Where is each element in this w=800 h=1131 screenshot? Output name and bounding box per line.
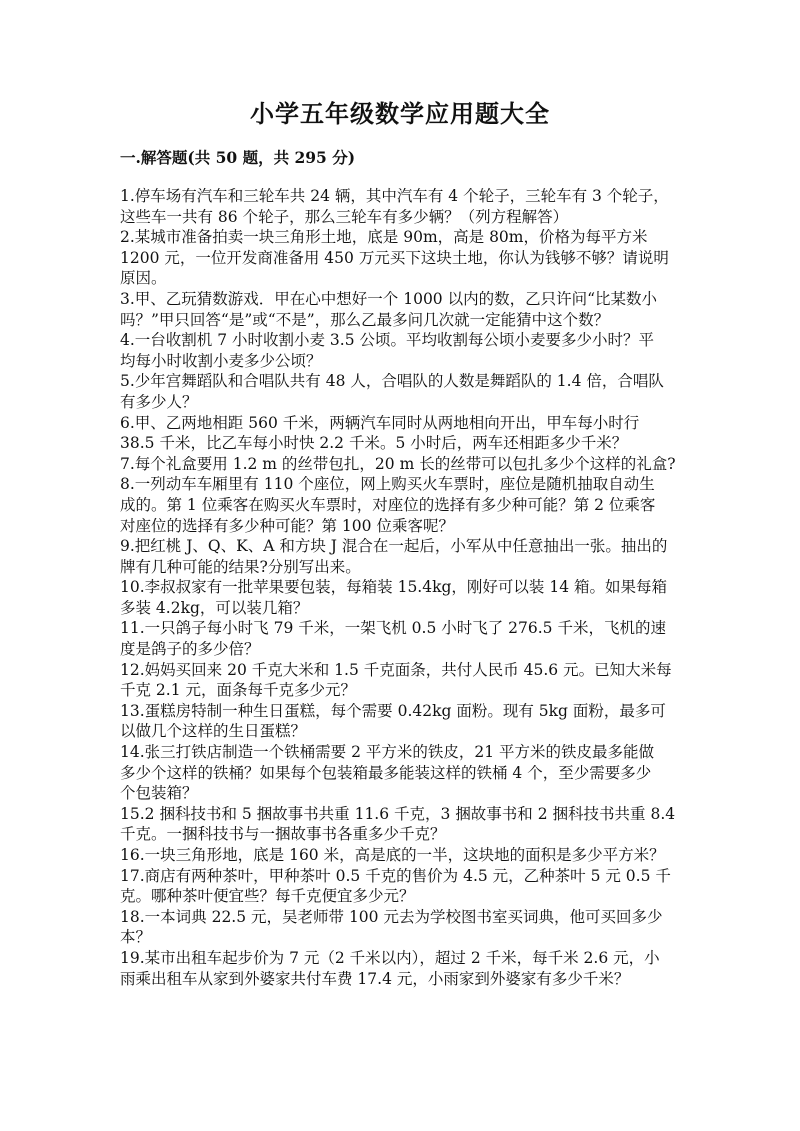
question-item (120, 413, 688, 454)
question-item (120, 701, 688, 742)
question-line: 6.甲、乙两地相距 560 千米，两辆汽车同时从两地相向开出，甲车每小时行 (120, 413, 640, 432)
question-line: 原因。 (120, 269, 167, 288)
question-line: 8.一列动车车厢里有 110 个座位，网上购买火车票时，座位是随机抽取自动生 (120, 475, 655, 494)
question-line: 2.某城市准备拍卖一块三角形土地，底是 90m，高是 80m，价格为每平方米 (120, 228, 648, 247)
question-item (120, 660, 688, 701)
question-line: 18.一本词典 22.5 元，吴老师带 100 元去为学校图书室买词典，他可买回多少 (120, 907, 663, 926)
page-title: 小学五年级数学应用题大全 (250, 99, 550, 128)
question-line: 克。哪种茶叶便宜些？每千克便宜多少元？ (120, 887, 415, 906)
question-line: 11.一只鸽子每小时飞 79 千米，一架飞机 0.5 小时飞了 276.5 千米，飞机的速 (120, 619, 666, 638)
question-line: 吗？”甲只回答“是”或“不是”，那么乙最多问几次就一定能猜中这个数？ (120, 310, 610, 329)
question-item (120, 845, 688, 866)
question-line: 14.张三打铁店制造一个铁桶需要 2 平方米的铁皮，21 平方米的铁皮最多能做 (120, 743, 655, 762)
question-line: 度是鸽子的多少倍？ (120, 640, 260, 659)
question-item (120, 536, 688, 577)
question-line: 对座位的选择有多少种可能？第 100 位乘客呢？ (120, 516, 454, 535)
question-item (120, 577, 688, 618)
section-heading: 一.解答题(共 50 题，共 295 分) (120, 148, 356, 167)
question-line: 16.一块三角形地，底是 160 米，高是底的一半，这块地的面积是多少平方米？ (120, 846, 665, 864)
question-line: 9.把红桃 J、Q、K、A 和方块 J 混合在一起后，小军从中任意抽出一张。抽出的 (120, 537, 668, 556)
question-list (120, 186, 688, 989)
question-line: 本？ (120, 928, 152, 947)
question-line: 4.一台收割机 7 小时收割小麦 3.5 公顷。平均收割每公顷小麦要多少小时？平 (120, 331, 655, 350)
question-item (120, 454, 688, 475)
question-item (120, 742, 688, 804)
question-line: 5.少年宫舞蹈队和合唱队共有 48 人，合唱队的人数是舞蹈队的 1.4 倍，合唱队 (120, 372, 664, 391)
question-line: 千克。一捆科技书与一捆故事书各重多少千克？ (120, 825, 446, 844)
question-line: 1200 元，一位开发商准备用 450 万元买下这块土地，你认为钱够不够？请说明 (120, 248, 669, 267)
question-line: 10.李叔叔家有一批苹果要包装，每箱装 15.4kg，刚好可以装 14 箱。如果每箱 (120, 578, 667, 597)
question-line: 多装 4.2kg，可以装几箱？ (120, 598, 309, 617)
question-item (120, 474, 688, 536)
question-item (120, 289, 688, 330)
question-line: 3.甲、乙玩猜数游戏．甲在心中想好一个 1000 以内的数，乙只许问“比某数小 (120, 289, 658, 308)
question-item (120, 330, 688, 371)
question-line: 雨乘出租车从家到外婆家共付车费 17.4 元，小雨家到外婆家有多少千米？ (120, 969, 630, 988)
question-item (120, 186, 688, 227)
question-line: 17.商店有两种茶叶，甲种茶叶 0.5 千克的售价为 4.5 元，乙种茶叶 5 元 0.5 千 (120, 866, 671, 885)
question-item (120, 371, 688, 412)
question-item (120, 227, 688, 289)
question-line: 19.某市出租车起步价为 7 元（2 千米以内），超过 2 千米，每千米 2.6 元，小 (120, 948, 660, 967)
question-item (120, 907, 688, 948)
question-line: 成的。第 1 位乘客在购买火车票时，对座位的选择有多少种可能？第 2 位乘客 (120, 495, 656, 514)
question-line: 1.停车场有汽车和三轮车共 24 辆，其中汽车有 4 个轮子，三轮车有 3 个轮子， (120, 187, 669, 205)
question-item (120, 866, 688, 907)
question-line: 38.5 千米，比乙车每小时快 2.2 千米。5 小时后，两车还相距多少千米？ (120, 434, 628, 453)
question-line: 多少个这样的铁桶？如果每个包装箱最多能装这样的铁桶 4 个，至少需要多少 (120, 763, 652, 782)
question-line: 12.妈妈买回来 20 千克大米和 1.5 千克面条，共付人民币 45.6 元。已知大米每 (120, 660, 672, 679)
question-line: 个包装箱？ (120, 784, 198, 803)
question-line: 牌有几种可能的结果?分别写出来。 (120, 557, 361, 576)
question-line: 有多少人？ (120, 392, 198, 411)
question-item (120, 948, 688, 989)
question-line: 千克 2.1 元，面条每千克多少元？ (120, 681, 357, 700)
question-item (120, 618, 688, 659)
question-line: 7.每个礼盒要用 1.2 m 的丝带包扎，20 m 长的丝带可以包扎多少个这样的礼盒? (120, 454, 676, 473)
question-line: 均每小时收割小麦多少公顷？ (120, 351, 322, 370)
question-line: 15.2 捆科技书和 5 捆故事书共重 11.6 千克，3 捆故事书和 2 捆科技书共重 8.4 (120, 804, 676, 823)
question-line: 这些车一共有 86 个轮子，那么三轮车有多少辆？（列方程解答） (120, 207, 569, 226)
question-line: 13.蛋糕房特制一种生日蛋糕，每个需要 0.42kg 面粉。现有 5kg 面粉，最多可 (120, 701, 666, 720)
question-line: 以做几个这样的生日蛋糕？ (120, 722, 307, 741)
question-item (120, 804, 688, 845)
